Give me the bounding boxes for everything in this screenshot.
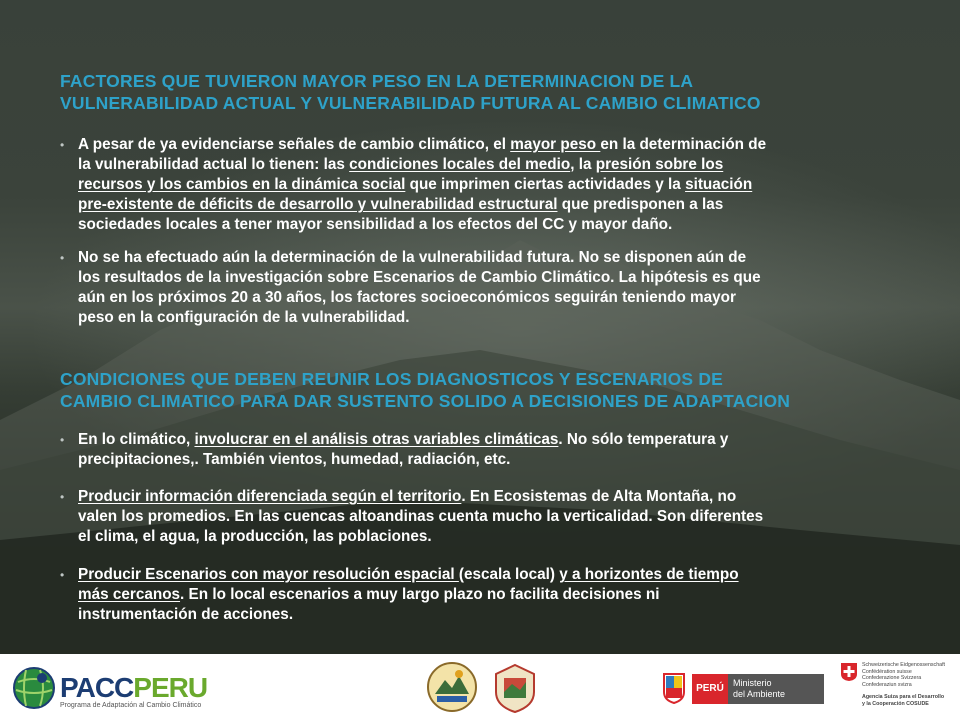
text-line: [78, 135, 910, 155]
text-run: que predisponen a las: [557, 196, 724, 213]
text-line: precipitaciones,. También vientos, humedad, radiación, etc.: [78, 451, 511, 468]
underlined-text: mayor peso: [510, 136, 601, 153]
apurimac-regional-seal-icon: [490, 662, 540, 716]
heading-line: FACTORES QUE TUVIERON MAYOR PESO EN LA DETERMINACION DE LA: [60, 71, 694, 91]
text-run: A pesar de ya evidenciarse señales de cambio climático, el: [78, 136, 511, 153]
peru-shield-icon: [662, 672, 686, 704]
underlined-text: y a horizontes de tiempo: [559, 566, 739, 583]
text-line: valen los promedios. En las cuencas altoandinas cuenta mucho la verticalidad. Son diferentes: [78, 508, 764, 525]
swiss-line: Confédération suisse: [862, 668, 912, 675]
text-line: peso en la configuración de la vulnerabilidad.: [78, 309, 410, 326]
text-line: No se ha efectuado aún la determinación de la vulnerabilidad futura. No se disponen aún de: [78, 249, 747, 266]
pacc-title-part: PERU: [133, 672, 208, 703]
underlined-text: presión sobre los: [595, 156, 724, 173]
text-line: [78, 175, 910, 195]
text-run: en la determinación de: [600, 136, 767, 153]
bullet-item: [60, 248, 910, 328]
pacc-globe-icon: [12, 666, 56, 710]
section2-heading: [60, 368, 920, 412]
ministerio-label: [728, 674, 824, 704]
swiss-line: y la Cooperación COSUDE: [862, 700, 929, 707]
ministerio-line: Ministerio: [733, 678, 772, 688]
bullet-dot-icon: •: [60, 251, 65, 265]
swiss-line: Confederaziun svizra: [862, 681, 912, 688]
text-line: [78, 487, 910, 507]
cusco-regional-seal-icon: [425, 660, 479, 716]
text-line: [78, 430, 910, 450]
bullet-dot-icon: •: [60, 433, 65, 447]
bullet-dot-icon: •: [60, 490, 65, 504]
swiss-line: Schweizerische Eidgenossenschaft: [862, 662, 946, 668]
underlined-text: Producir información diferenciada según el territorio: [78, 488, 462, 505]
text-run: , la: [570, 156, 596, 173]
text-run: que imprimen ciertas actividades y la: [405, 176, 686, 193]
bullet-text: [78, 430, 910, 470]
pacc-title: [60, 672, 207, 704]
bullet-item: [60, 135, 910, 235]
underlined-text: involucrar en el análisis otras variables climáticas: [194, 431, 559, 448]
text-line: instrumentación de acciones.: [78, 606, 294, 623]
bullet-text: [78, 135, 910, 235]
text-run: . No sólo temperatura y: [558, 431, 729, 448]
underlined-text: Producir Escenarios con mayor resolución espacial: [78, 566, 459, 583]
text-run: (escala local): [458, 566, 560, 583]
pacc-subtitle: Programa de Adaptación al Cambio Climático: [60, 702, 202, 709]
bullet-dot-icon: •: [60, 138, 65, 152]
bullet-text: [78, 565, 910, 625]
swiss-flag-icon: [840, 662, 858, 682]
bullet-item: [60, 565, 910, 625]
swiss-line: Agencia Suiza para el Desarrollo: [862, 694, 945, 701]
peru-label: PERÚ: [692, 674, 728, 704]
heading-line: CONDICIONES QUE DEBEN REUNIR LOS DIAGNOSTICOS Y ESCENARIOS DE: [60, 369, 724, 389]
text-run: En lo climático,: [78, 431, 195, 448]
bullet-dot-icon: •: [60, 568, 65, 582]
pacc-title-part: PACC: [60, 672, 134, 703]
underlined-text: condiciones locales del medio: [349, 156, 571, 173]
underlined-text: recursos y los cambios en la dinámica social: [78, 176, 406, 193]
text-line: los resultados de la investigación sobre Escenarios de Cambio Climático. La hipótesis es que: [78, 269, 761, 286]
text-line: [78, 155, 910, 175]
swiss-cooperation-text: [862, 662, 954, 708]
bullet-item: [60, 487, 910, 547]
text-run: . En lo local escenarios a muy largo plazo no facilita decisiones ni: [180, 586, 660, 603]
ministerio-line: del Ambiente: [733, 689, 786, 699]
text-run: la vulnerabilidad actual lo tienen: las: [78, 156, 350, 173]
logo-footer: [0, 654, 960, 720]
bullet-item: [60, 430, 910, 470]
text-line: [78, 195, 910, 215]
text-line: [78, 565, 910, 585]
text-line: sociedades locales a tener mayor sensibilidad a los efectos del CC y mayor daño.: [78, 216, 673, 233]
pacc-peru-logo: [60, 672, 207, 709]
text-line: [78, 585, 910, 605]
heading-line: VULNERABILIDAD ACTUAL Y VULNERABILIDAD FUTURA AL CAMBIO CLIMATICO: [60, 93, 761, 113]
underlined-text: más cercanos: [78, 586, 181, 603]
text-run: . En Ecosistemas de Alta Montaña, no: [461, 488, 737, 505]
bullet-text: [78, 487, 910, 547]
text-line: aún en los próximos 20 a 30 años, los factores socioeconómicos seguirán teniendo mayor: [78, 289, 736, 306]
bullet-text: [78, 248, 910, 328]
underlined-text: situación: [685, 176, 753, 193]
heading-line: CAMBIO CLIMATICO PARA DAR SUSTENTO SOLIDO A DECISIONES DE ADAPTACION: [60, 391, 791, 411]
text-line: el clima, el agua, la producción, las poblaciones.: [78, 528, 432, 545]
ministerio-ambiente-logo: [692, 674, 824, 704]
underlined-text: pre-existente de déficits de desarrollo y vulnerabilidad estructural: [78, 196, 558, 213]
swiss-line: Confederazione Svizzera: [862, 675, 922, 682]
section1-heading: [60, 70, 920, 114]
